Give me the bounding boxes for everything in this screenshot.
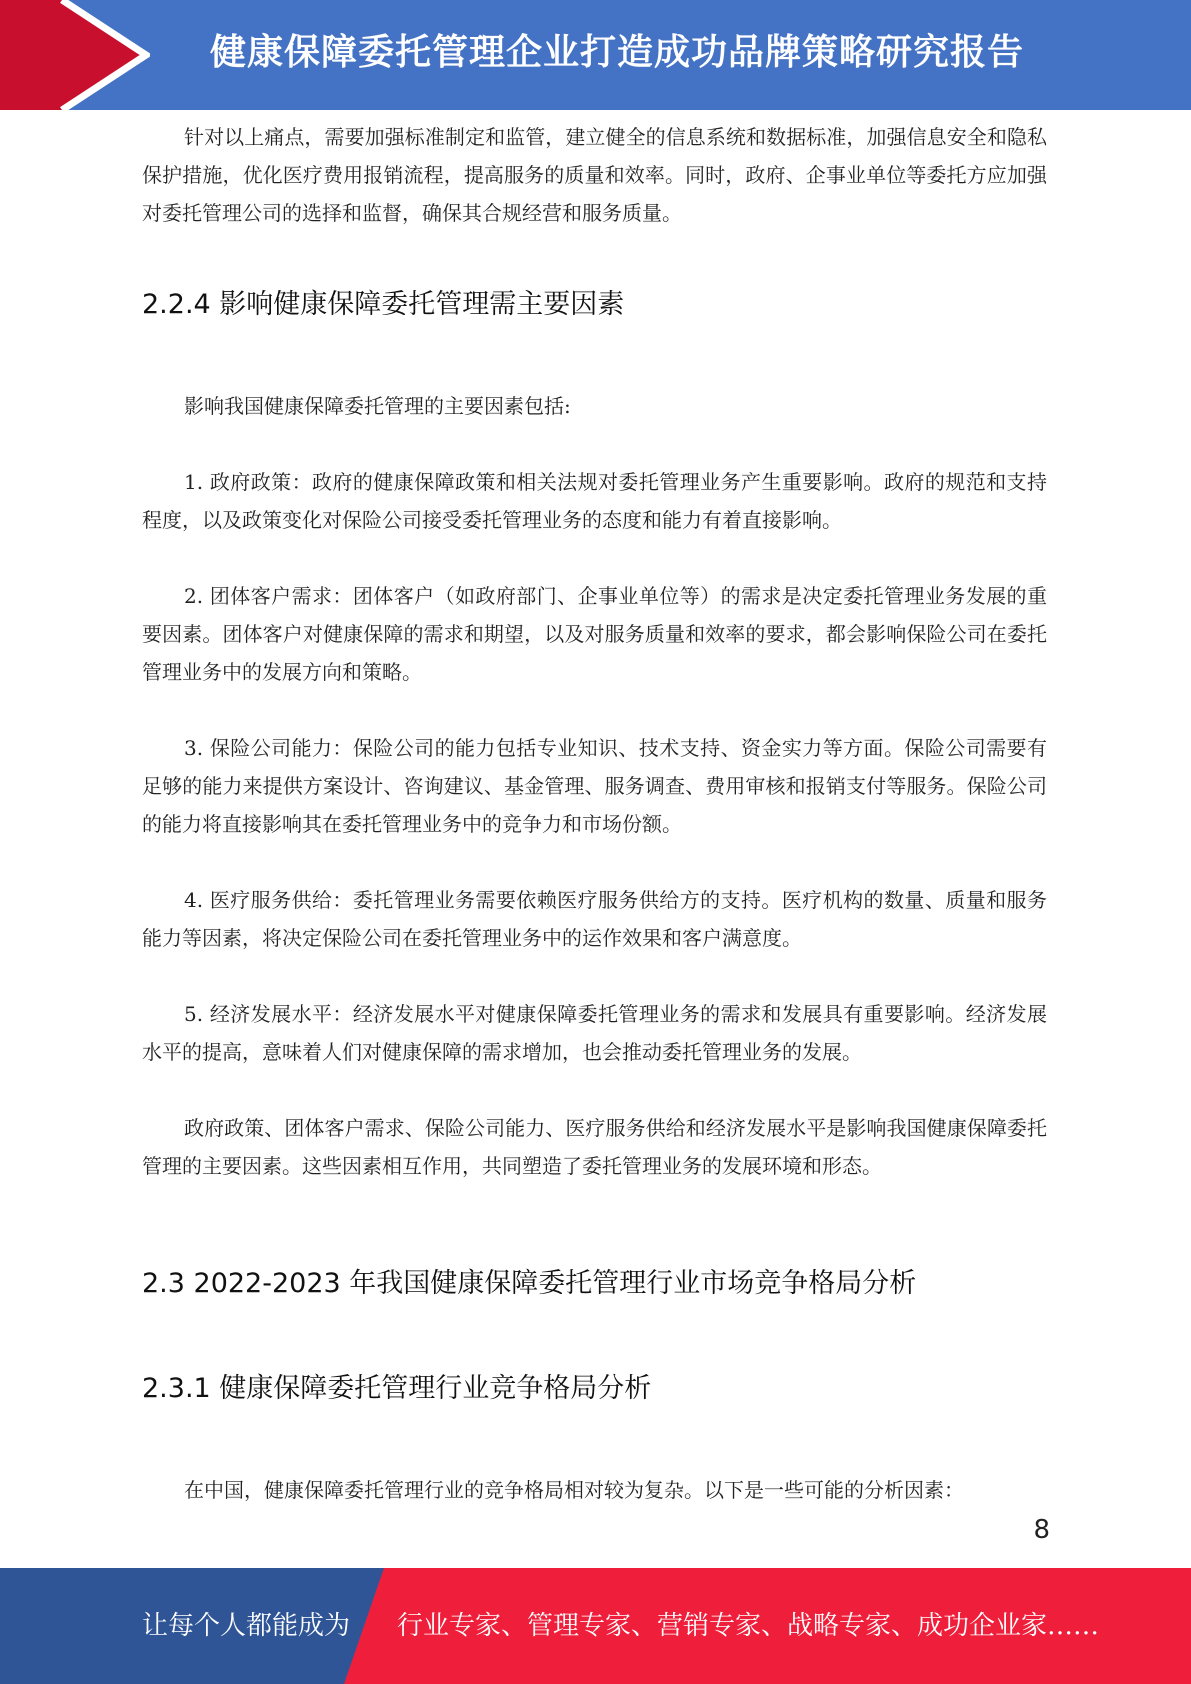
footer-slogan-right: 行业专家、管理专家、营销专家、战略专家、成功企业家…… — [397, 1611, 1100, 1641]
header-arrow-decoration — [0, 0, 150, 110]
list-item-group-clients: 2. 团体客户需求：团体客户（如政府部门、企事业单位等）的需求是决定委托管理业务发展的重要因素。团体客户对健康保障的需求和期望，以及对服务质量和效率的要求，都会影响保险公司在委托管理业务中的发展方向和策略。 — [142, 584, 1047, 684]
heading-2-2-4: 2.2.4 影响健康保障委托管理需主要因素 — [142, 289, 625, 320]
list-item-economy: 5. 经济发展水平：经济发展水平对健康保障委托管理业务的需求和发展具有重要影响。经济发展水平的提高，意味着人们对健康保障的需求增加，也会推动委托管理业务的发展。 — [142, 1002, 1047, 1064]
page-number: 8 — [1033, 1515, 1050, 1545]
paragraph-pain-points: 针对以上痛点，需要加强标准制定和监管，建立健全的信息系统和数据标准，加强信息安全和隐私保护措施，优化医疗费用报销流程，提高服务的质量和效率。同时，政府、企事业单位等委托方应加强对委托管理公司的选择和监督，确保其合规经营和服务质量。 — [142, 125, 1047, 225]
list-item-medical-supply: 4. 医疗服务供给：委托管理业务需要依赖医疗服务供给方的支持。医疗机构的数量、质量和服务能力等因素，将决定保险公司在委托管理业务中的运作效果和客户满意度。 — [142, 888, 1047, 950]
paragraph-competition-intro: 在中国，健康保障委托管理行业的竞争格局相对较为复杂。以下是一些可能的分析因素： — [184, 1478, 964, 1502]
heading-2-3-1: 2.3.1 健康保障委托管理行业竞争格局分析 — [142, 1373, 652, 1404]
list-item-insurer-capability: 3. 保险公司能力：保险公司的能力包括专业知识、技术支持、资金实力等方面。保险公司需要有足够的能力来提供方案设计、咨询建议、基金管理、服务调查、费用审核和报销支付等服务。保险公司的能力将直接影响其在委托管理业务中的竞争力和市场份额。 — [142, 736, 1047, 836]
page-content — [142, 118, 1047, 1509]
page-header — [0, 0, 1191, 110]
report-title: 健康保障委托管理企业打造成功品牌策略研究报告 — [210, 32, 1025, 73]
page-footer — [0, 1568, 1191, 1684]
paragraph-summary: 政府政策、团体客户需求、保险公司能力、医疗服务供给和经济发展水平是影响我国健康保障委托管理的主要因素。这些因素相互作用，共同塑造了委托管理业务的发展环境和形态。 — [142, 1116, 1047, 1178]
heading-2-3: 2.3 2022-2023 年我国健康保障委托管理行业市场竞争格局分析 — [142, 1268, 917, 1299]
footer-slogan-left: 让每个人都能成为 — [142, 1611, 351, 1641]
paragraph-intro: 影响我国健康保障委托管理的主要因素包括: — [184, 394, 571, 418]
list-item-policy: 1. 政府政策：政府的健康保障政策和相关法规对委托管理业务产生重要影响。政府的规范和支持程度，以及政策变化对保险公司接受委托管理业务的态度和能力有着直接影响。 — [142, 470, 1047, 532]
